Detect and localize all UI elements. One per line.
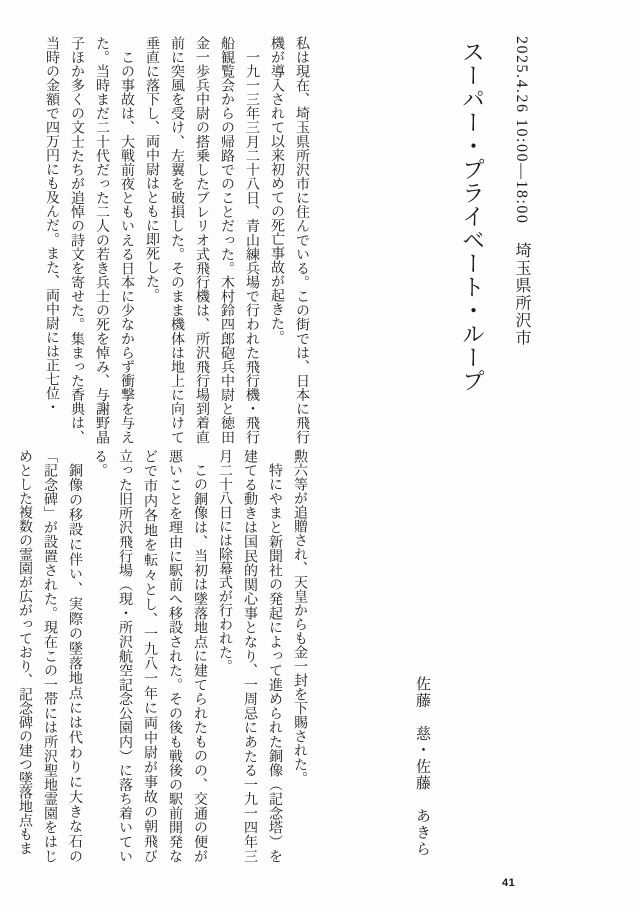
paragraph: 勲六等が追贈され、天皇からも金一封を下賜された。 — [292, 449, 307, 785]
paragraph: この銅像は、当初は墜落地点に建てられたものの、交通の便が悪いことを理由に駅前へ移設された。その後も戦後の駅前開発などで市内各地を転々とし、一九八一年に両中尉が事故の朝飛び立った旧所沢飛行場（現・所沢航空記念公園内）に落ち着いている。 — [92, 449, 207, 863]
page-title: スーパー・プライベート・ループ — [459, 40, 484, 393]
paragraph: この事故は、大戦前夜ともいえる日本に少なからず衝撃を与えた。当時まだ二十代だった二人の若き兵士の死を悼み、与謝野晶子ほか多くの文士たちが追悼の詩文を寄せた。集まった香典は、当時の金額で四万円にも及んだ。また、両中尉には正七位・ — [44, 36, 134, 444]
body-text-block-bottom — [12, 449, 312, 863]
paragraph: 一九一三年三月二十八日、青山練兵場で行われた飛行機・飛行船観覧会からの帰路でのことだった。木村鈴四郎砲兵中尉と徳田金一歩兵中尉の搭乗したブレリオ式飛行機は、所沢飛行場到着直前に突風を受け、左翼を破損した。そのまま機体は地上に向けて垂直に落下し、両中尉はともに即死した。 — [144, 36, 259, 444]
author-credit: 佐藤 慈・佐藤 あきら — [414, 676, 430, 858]
paragraph: 特にやまと新聞社の発起によって進められた銅像（記念塔）を建てる動きは国民的関心事となり、一周忌にあたる一九一四年三月二十八日には除幕式が行われた。 — [217, 449, 282, 863]
page-number: 41 — [502, 877, 516, 889]
paragraph: 私は現在、埼玉県所沢市に住んでいる。この街では、日本に飛行機が導入されて以来初めての死亡事故が起きた。 — [269, 36, 309, 444]
paragraph: 銅像の移設に伴い、実際の墜落地点には代わりに大きな石の「記念碑」が設置された。現在この一帯には所沢聖地霊園をはじめとした複数の霊園が広がっており、記念碑の建つ墜落地点もま — [17, 449, 82, 863]
body-text-block-top — [39, 36, 314, 444]
event-datetime: 2025.4.26 10:00—18:00 埼玉県所沢市 — [513, 36, 530, 347]
